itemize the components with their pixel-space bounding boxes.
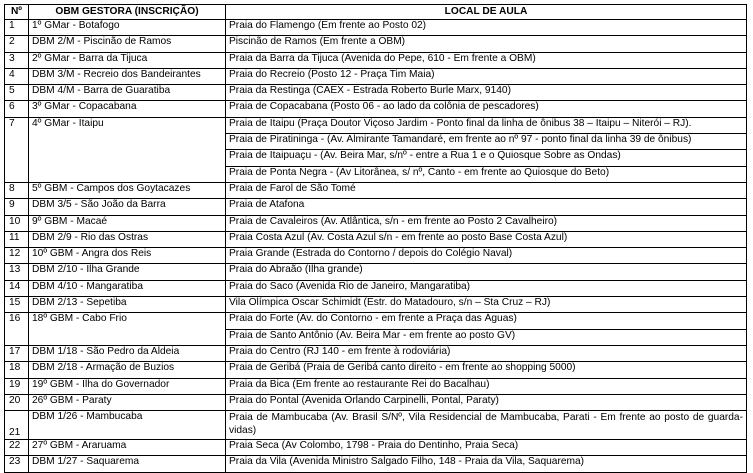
obm-gestora-cell: DBM 1/26 - Mambucaba	[29, 411, 226, 440]
row-number: 4	[5, 68, 29, 84]
table-row	[5, 215, 747, 231]
local-aula-cell: Praia da Vila (Avenida Ministro Salgado Filho, 148 - Praia da Vila, Saquarema)	[226, 456, 747, 472]
obm-gestora-cell: DBM 1/27 - Saquarema	[29, 456, 226, 472]
local-aula-cell: Praia da Barra da Tijuca (Avenida do Pepe, 610 - Em frente a OBM)	[226, 52, 747, 68]
obm-gestora-cell: 26º GBM - Paraty	[29, 394, 226, 410]
row-number: 3	[5, 52, 29, 68]
table-row	[5, 231, 747, 247]
local-aula-cell: Praia do Saco (Avenida Rio de Janeiro, Mangaratiba)	[226, 280, 747, 296]
table-row	[5, 362, 747, 378]
header-num: Nº	[5, 5, 29, 20]
table-row	[5, 297, 747, 313]
header-row	[5, 5, 747, 20]
obm-gestora-cell: 2º GMar - Barra da Tijuca	[29, 52, 226, 68]
table-row	[5, 101, 747, 117]
row-number: 16	[5, 313, 29, 346]
obm-gestora-cell: 5º GBM - Campos dos Goytacazes	[29, 182, 226, 198]
local-aula-cell: Praia de Farol de São Tomé	[226, 182, 747, 198]
row-number: 15	[5, 297, 29, 313]
local-aula-cell: Piscinão de Ramos (Em frente a OBM)	[226, 36, 747, 52]
table-row	[5, 20, 747, 36]
obm-gestora-cell: DBM 1/18 - São Pedro da Aldeia	[29, 345, 226, 361]
local-aula-cell: Praia Seca (Av Colombo, 1798 - Praia do Dentinho, Praia Seca)	[226, 440, 747, 456]
table-row	[5, 345, 747, 361]
obm-gestora-cell: DBM 3/5 - São João da Barra	[29, 199, 226, 215]
obm-gestora-cell: DBM 2/9 - Rio das Ostras	[29, 231, 226, 247]
table-row	[5, 411, 747, 440]
obm-gestora-cell: DBM 4/10 - Mangaratiba	[29, 280, 226, 296]
local-aula-cell: Praia do Pontal (Avenida Orlando Carpinelli, Pontal, Paraty)	[226, 394, 747, 410]
obm-gestora-cell: 10º GBM - Angra dos Reis	[29, 248, 226, 264]
obm-gestora-cell: 18º GBM - Cabo Frio	[29, 313, 226, 346]
row-number: 5	[5, 85, 29, 101]
row-number: 17	[5, 345, 29, 361]
local-aula-cell: Praia Grande (Estrada do Contorno / depois do Colégio Naval)	[226, 248, 747, 264]
table-row	[5, 456, 747, 472]
row-number: 13	[5, 264, 29, 280]
header-obm: OBM GESTORA (INSCRIÇÃO)	[29, 5, 226, 20]
local-aula-cell: Praia do Recreio (Posto 12 - Praça Tim Maia)	[226, 68, 747, 84]
row-number: 20	[5, 394, 29, 410]
table-row	[5, 280, 747, 296]
local-aula-cell: Praia do Abraão (Ilha grande)	[226, 264, 747, 280]
local-aula-cell: Vila Olímpica Oscar Schimidt (Estr. do Matadouro, s/n – Sta Cruz – RJ)	[226, 297, 747, 313]
row-number: 22	[5, 440, 29, 456]
row-number: 6	[5, 101, 29, 117]
table-row	[5, 85, 747, 101]
obm-gestora-cell: 4º GMar - Itaipu	[29, 117, 226, 182]
obm-gestora-cell: DBM 4/M - Barra de Guaratiba	[29, 85, 226, 101]
row-number: 2	[5, 36, 29, 52]
local-aula-cell: Praia da Restinga (CAEX - Estrada Roberto Burle Marx, 9140)	[226, 85, 747, 101]
table-row	[5, 68, 747, 84]
local-aula-cell: Praia de Cavaleiros (Av. Atlântica, s/n - em frente ao Posto 2 Cavalheiro)	[226, 215, 747, 231]
table-row	[5, 313, 747, 329]
local-aula-cell: Praia Costa Azul (Av. Costa Azul s/n - em frente ao posto Base Costa Azul)	[226, 231, 747, 247]
local-aula-cell: Praia de Ponta Negra - (Av Litorânea, s/ nº, Canto - em frente ao Quiosque do Beto)	[226, 166, 747, 182]
table-row	[5, 52, 747, 68]
table-row	[5, 199, 747, 215]
local-aula-cell: Praia do Centro (RJ 140 - em frente à rodoviária)	[226, 345, 747, 361]
local-aula-cell: Praia do Forte (Av. do Contorno - em frente a Praça das Águas)	[226, 313, 747, 329]
obm-gestora-cell: 27º GBM - Araruama	[29, 440, 226, 456]
row-number: 9	[5, 199, 29, 215]
local-aula-cell: Praia de Geribá (Praia de Geribá canto direito - em frente ao shopping 5000)	[226, 362, 747, 378]
row-number: 23	[5, 456, 29, 472]
local-aula-cell: Praia de Atafona	[226, 199, 747, 215]
obm-gestora-cell: 19º GBM - Ilha do Governador	[29, 378, 226, 394]
obm-gestora-cell: 1º GMar - Botafogo	[29, 20, 226, 36]
row-number: 7	[5, 117, 29, 182]
local-aula-cell: Praia de Piratininga - (Av. Almirante Tamandaré, em frente ao nº 97 - ponto final da linha 39 de ônibus)	[226, 134, 747, 150]
table-row	[5, 117, 747, 133]
local-aula-cell: Praia de Itaipuaçu - (Av. Beira Mar, s/nº - entre a Rua 1 e o Quiosque Sobre as Ondas)	[226, 150, 747, 166]
table-row	[5, 264, 747, 280]
row-number: 11	[5, 231, 29, 247]
table-row	[5, 394, 747, 410]
table-row	[5, 36, 747, 52]
obm-gestora-cell: 3º GMar - Copacabana	[29, 101, 226, 117]
row-number: 21	[5, 411, 29, 440]
table-body	[5, 20, 747, 473]
row-number: 1	[5, 20, 29, 36]
row-number: 10	[5, 215, 29, 231]
local-aula-cell: Praia de Itaipu (Praça Doutor Viçoso Jardim - Ponto final da linha de ônibus 38 – Itaipu – Niterói – RJ).	[226, 117, 747, 133]
table-row	[5, 440, 747, 456]
local-aula-cell: Praia da Bica (Em frente ao restaurante Rei do Bacalhau)	[226, 378, 747, 394]
row-number: 19	[5, 378, 29, 394]
obm-gestora-cell: DBM 2/18 - Armação de Buzios	[29, 362, 226, 378]
row-number: 14	[5, 280, 29, 296]
obm-gestora-cell: DBM 2/10 - Ilha Grande	[29, 264, 226, 280]
local-aula-cell: Praia de Santo Antônio (Av. Beira Mar - em frente ao posto GV)	[226, 329, 747, 345]
local-aula-cell: Praia de Mambucaba (Av. Brasil S/Nº, Vila Residencial de Mambucaba, Parati - Em frente ao posto de guarda- vidas)	[226, 411, 747, 440]
obm-gestora-cell: DBM 3/M - Recreio dos Bandeirantes	[29, 68, 226, 84]
document	[4, 4, 747, 473]
row-number: 18	[5, 362, 29, 378]
table-row	[5, 182, 747, 198]
row-number: 8	[5, 182, 29, 198]
obm-locations-table	[4, 4, 747, 473]
obm-gestora-cell: DBM 2/M - Piscinão de Ramos	[29, 36, 226, 52]
table-row	[5, 378, 747, 394]
obm-gestora-cell: 9º GBM - Macaé	[29, 215, 226, 231]
local-aula-cell: Praia de Copacabana (Posto 06 - ao lado da colônia de pescadores)	[226, 101, 747, 117]
header-local: LOCAL DE AULA	[226, 5, 747, 20]
table-row	[5, 248, 747, 264]
row-number: 12	[5, 248, 29, 264]
obm-gestora-cell: DBM 2/13 - Sepetiba	[29, 297, 226, 313]
local-aula-cell: Praia do Flamengo (Em frente ao Posto 02)	[226, 20, 747, 36]
